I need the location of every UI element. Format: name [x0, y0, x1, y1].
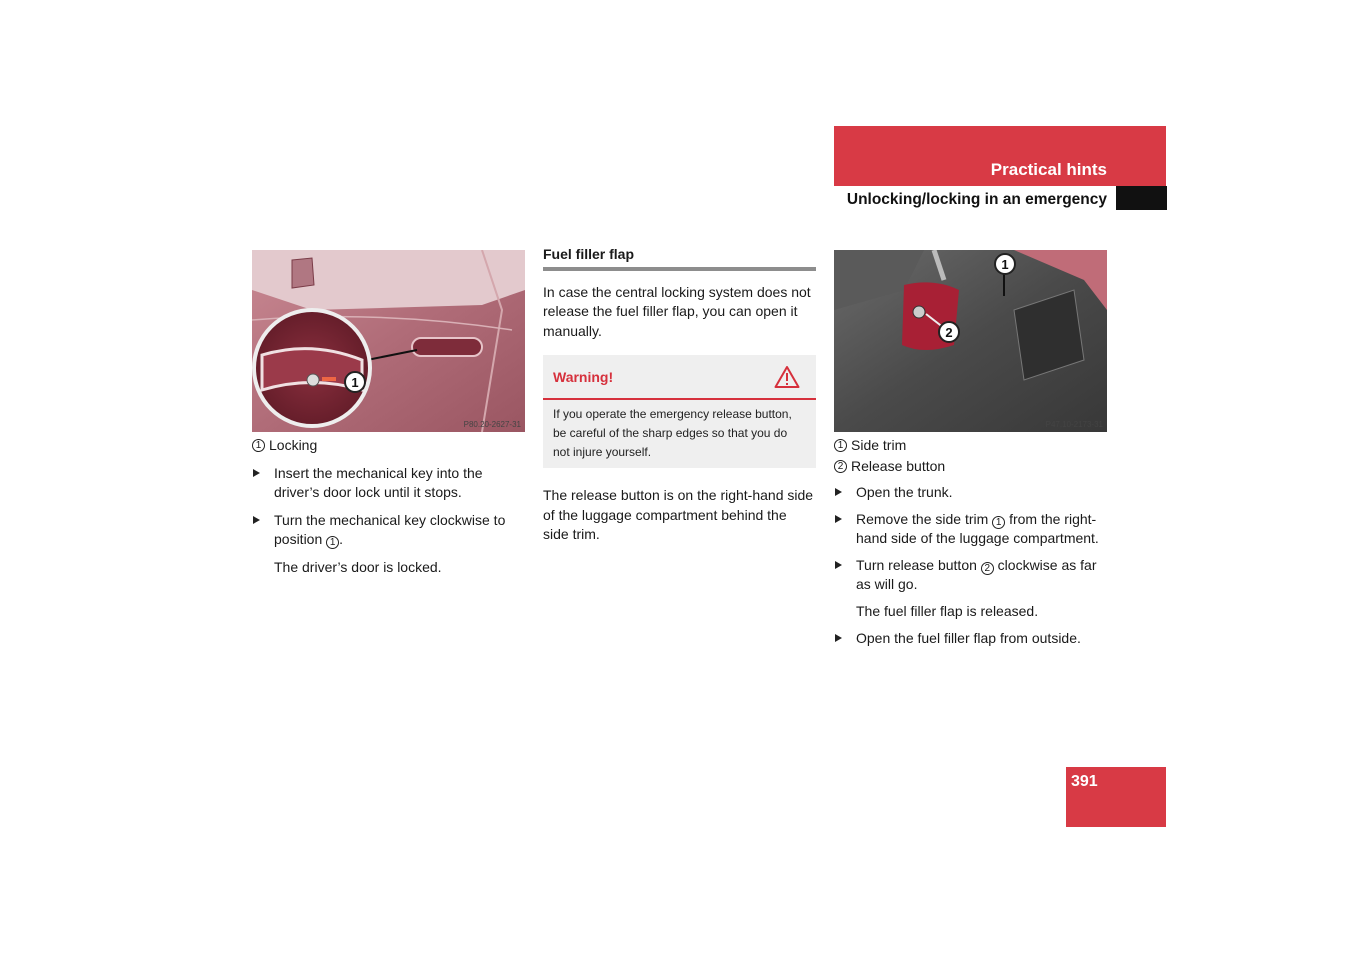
step-item	[834, 510, 1109, 549]
page-number: 391	[1071, 773, 1098, 790]
callout-number: 2	[834, 460, 847, 473]
legend-item	[834, 457, 1109, 477]
subsection-title: Unlocking/locking in an emergency	[846, 191, 1107, 208]
figure-callout-1: 1	[344, 371, 366, 393]
door-lock-figure	[252, 250, 525, 432]
trunk-figure	[834, 250, 1107, 432]
bullet-triangle-icon	[253, 469, 260, 477]
callout-number: 1	[326, 536, 339, 549]
step-text: from the right-hand side of the luggage compartment.	[856, 510, 1099, 546]
step-item	[834, 483, 1109, 503]
figure-code: P80.20-2627-31	[463, 420, 521, 429]
step-text: Turn release button	[856, 556, 977, 573]
warning-rule	[543, 398, 816, 400]
legend-item	[834, 436, 1109, 456]
body-text: The release button is on the right-hand side of the luggage compartment behind the side trim.	[543, 487, 814, 542]
step-item	[834, 629, 1109, 649]
bullet-triangle-icon	[835, 488, 842, 496]
legend-text: Locking	[269, 437, 318, 453]
legend-text: Side trim	[851, 437, 907, 453]
right-column	[834, 436, 1109, 649]
fuel-filler-flap-heading: Fuel filler flap	[543, 246, 635, 262]
intro-text: In case the central locking system does not release the fuel filler flap, you can open it manually.	[543, 283, 811, 339]
bullet-triangle-icon	[835, 515, 842, 523]
step-text: Remove the side trim	[856, 510, 989, 527]
step-text: Open the trunk.	[856, 484, 953, 500]
middle-body	[543, 486, 816, 545]
header-black-tab	[1116, 186, 1167, 210]
step-text: Insert the mechanical key into the driver’s door lock until it stops.	[274, 464, 483, 500]
warning-title: Warning!	[553, 369, 614, 385]
left-column	[252, 436, 525, 577]
bullet-triangle-icon	[835, 561, 842, 569]
bullet-triangle-icon	[253, 516, 260, 524]
step-text: .	[339, 531, 344, 547]
callout-number: 1	[992, 516, 1005, 529]
warning-triangle-icon	[774, 365, 800, 389]
figure-callout-2: 2	[938, 321, 960, 343]
step-item	[834, 556, 1109, 595]
trunk-illustration	[834, 250, 1107, 432]
legend-item	[252, 436, 525, 456]
door-lock-illustration	[252, 250, 525, 432]
middle-column	[543, 245, 816, 341]
warning-text: If you operate the emergency release button, be careful of the sharp edges so that you do not injure yourself.	[553, 407, 792, 459]
figure-callout-1: 1	[994, 253, 1016, 275]
callout-number: 2	[981, 562, 994, 575]
callout-number: 1	[252, 439, 265, 452]
section-title: Practical hints	[990, 160, 1107, 179]
heading-rule	[543, 267, 816, 271]
warning-box	[543, 355, 816, 468]
legend-text: Release button	[851, 457, 946, 474]
callout-number: 1	[834, 439, 847, 452]
step-text: Turn the mechanical key clockwise to position	[274, 511, 506, 547]
result-text: The fuel filler flap is released.	[856, 602, 1039, 619]
step-text: clockwise as far as will go.	[856, 556, 1097, 592]
figure-code: P47.10-2173-31	[1045, 420, 1103, 429]
result-text: The driver’s door is locked.	[274, 558, 442, 575]
bullet-triangle-icon	[835, 634, 842, 642]
step-item	[252, 511, 525, 550]
step-text: Open the fuel filler flap from outside.	[856, 630, 1081, 646]
step-item	[252, 464, 525, 503]
